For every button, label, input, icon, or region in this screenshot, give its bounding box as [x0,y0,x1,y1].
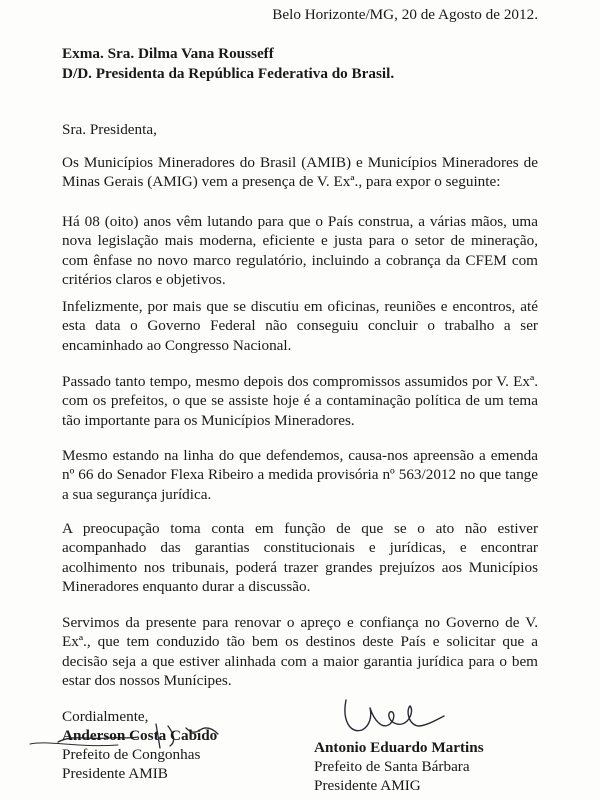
closing-line: Cordialmente, [62,708,149,725]
salutation: Sra. Presidenta, [62,121,157,138]
signer-title: Prefeito de Santa Bárbara [314,758,470,775]
body-paragraph-2: Há 08 (oito) anos vêm lutando para que o País construa, a várias mãos, uma nova legislação mais moderna, eficiente e justa para o setor de mineração, com ênfase no novo marco regulatório, incluindo a cobrança da CFEM com critérios claros e objetivos. [62,213,538,289]
signature-right-icon [340,690,450,738]
signer-org: Presidente AMIG [314,777,421,794]
date-line: Belo Horizonte/MG, 20 de Agosto de 2012. [272,6,538,23]
recipient-name: Exma. Sra. Dilma Vana Rousseff [62,45,274,62]
signer-right [314,738,484,795]
signer-org: Presidente AMIB [62,765,168,782]
signer-title: Prefeito de Congonhas [62,746,201,763]
recipient-title: D/D. Presidenta da República Federativa do Brasil. [62,65,395,82]
signer-left [62,726,217,783]
body-paragraph-6: A preocupação toma conta em função de que se o ato não estiver acompanhado das garantias constitucionais e jurídicas, e encontrar acolhimento nos tribunais, poderá trazer grandes prejuízos aos Municípios Mineradores enquanto durar a discussão. [62,520,538,596]
body-paragraph-1: Os Municípios Mineradores do Brasil (AMIB) e Municípios Mineradores de Minas Gerais (AMIG) vem a presença de V. Exª., para expor o seguinte: [62,154,538,191]
signer-name: Anderson Costa Cabido [62,727,218,744]
body-paragraph-4: Passado tanto tempo, mesmo depois dos compromissos assumidos por V. Exª. com os prefeitos, o que se assiste hoje é a contaminação política de um tema tão importante para os Municípios Mineradores. [62,373,538,429]
body-paragraph-7: Servimos da presente para renovar o apreço e confiança no Governo de V. Exª., que tem conduzido tão bem os destinos deste País e solicitar que a decisão seja a que estiver alinhada com a maior garantia jurídica para o bem estar dos nossos Munícipes. [62,614,538,690]
body-paragraph-5: Mesmo estando na linha do que defendemos, causa-nos apreensão a emenda nº 66 do Senador Flexa Ribeiro a medida provisória nº 563/2012 no que tange a sua segurança jurídica. [62,447,538,503]
recipient-block [62,44,394,84]
body-paragraph-3: Infelizmente, por mais que se discutiu em oficinas, reuniões e encontros, até esta data o Governo Federal não conseguiu concluir o trabalho a ser encaminhado ao Congresso Nacional. [62,298,538,354]
signer-name: Antonio Eduardo Martins [314,739,484,756]
